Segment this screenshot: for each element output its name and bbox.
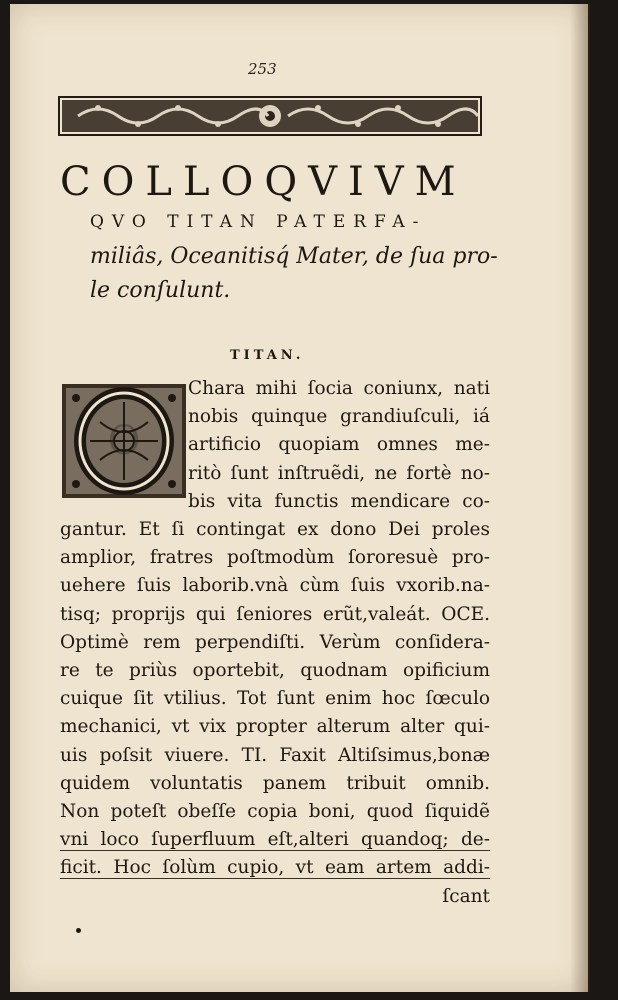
body-line: uis poſsit viuere. TI. Faxit Altiſsimus,bonæ <box>60 744 490 766</box>
speaker-heading: TITAN. <box>230 348 305 363</box>
body-line: uehere ſuis laborib.vnà cùm ſuis vxorib.na- <box>60 575 490 597</box>
body-line: vni loco ſuperfluum eſt,alteri quandoq; de- <box>60 829 490 851</box>
body-line: cuique ſit vtilius. Tot ſunt enim hoc ſœculo <box>60 688 490 710</box>
body-line: ritò ſunt inſtruẽdi, ne fortè no- <box>188 462 490 484</box>
body-line: bis vita functis mendicare co- <box>188 490 490 512</box>
body-line: Optimè rem perpendiſti. Verùm conſidera- <box>60 631 490 653</box>
body-line: re te priùs oportebit, quodnam opificium <box>60 660 490 681</box>
body-line: artificio quopiam omnes me- <box>188 434 490 456</box>
title-subtitle-line-1: QVO TITAN PATERFA- <box>90 212 427 232</box>
title-subtitle-line-2: miliâs, Oceanitisq́ Mater, de ſua pro- <box>90 244 498 269</box>
body-line: Non poteſt obeſſe copia boni, quod ſiquidẽ <box>60 801 490 822</box>
book-page <box>10 4 588 992</box>
body-line: gantur. Et ſi contingat ex dono Dei proles <box>60 519 490 540</box>
body-line: amplior, fratres poſtmodùm ſororesuè pro- <box>60 547 490 569</box>
initial-letter: O <box>107 418 141 464</box>
body-line: ſcant <box>442 885 490 907</box>
ornamental-initial-o <box>60 382 188 500</box>
body-line: nobis quinque grandiuſculi, iá <box>188 406 490 428</box>
title-subtitle-line-3: le conſulunt. <box>90 278 231 303</box>
body-line: quidem voluntatis panem tribuit omnib. <box>60 772 490 794</box>
decorative-headpiece <box>58 96 482 136</box>
body-line: mechanici, vt vix propter alterum alter qui- <box>60 716 490 738</box>
page-mark-dot <box>76 928 81 933</box>
page-number: 253 <box>248 60 277 78</box>
body-line: Chara mihi ſocia coniunx, nati <box>188 378 490 399</box>
colloquium-title: COLLOQVIVM <box>60 159 467 205</box>
body-line: tisq; proprijs qui ſeniores erũt,valeát. OCE. <box>60 603 490 625</box>
body-line: ficit. Hoc ſolùm cupio, vt eam artem addi- <box>60 857 490 879</box>
